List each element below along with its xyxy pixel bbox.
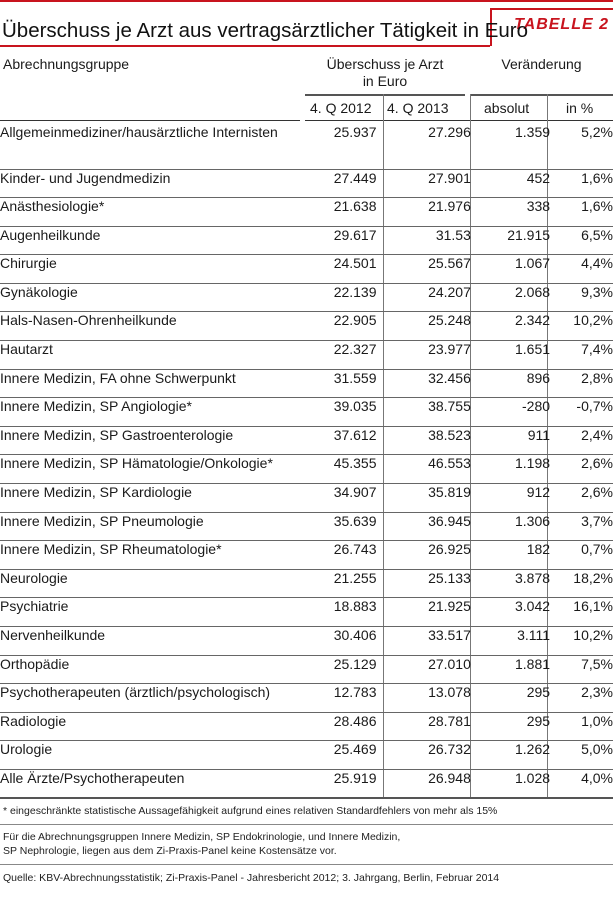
- cell-2012: 12.783: [304, 684, 376, 713]
- subheader-rule: [305, 120, 613, 121]
- cell-2013: 26.925: [377, 541, 471, 570]
- table-row: [0, 541, 613, 570]
- cell-percent: 2,3%: [550, 684, 613, 713]
- cell-2013: 38.523: [377, 426, 471, 455]
- cell-percent: 10,2%: [550, 627, 613, 656]
- footnote-note: [3, 830, 400, 858]
- row-name: Nervenheilkunde: [0, 627, 304, 656]
- cell-absolute: 1.028: [471, 769, 550, 798]
- table-row: [0, 341, 613, 370]
- footnote-divider-2: [0, 864, 613, 865]
- cell-2012: 27.449: [304, 169, 376, 198]
- row-name: Augenheilkunde: [0, 226, 304, 255]
- row-name: Neurologie: [0, 569, 304, 598]
- cell-percent: 2,6%: [550, 455, 613, 484]
- cell-2013: 35.819: [377, 484, 471, 513]
- cell-percent: 1,0%: [550, 712, 613, 741]
- cell-absolute: 2.342: [471, 312, 550, 341]
- cell-2013: 25.248: [377, 312, 471, 341]
- cell-absolute: 896: [471, 369, 550, 398]
- cell-absolute: 338: [471, 198, 550, 227]
- cell-2013: 28.781: [377, 712, 471, 741]
- table-row: [0, 169, 613, 198]
- row-name: Innere Medizin, SP Hämatologie/Onkologie*: [0, 455, 304, 484]
- header-divider-group: [0, 120, 300, 121]
- cell-2013: 23.977: [377, 341, 471, 370]
- cell-absolute: 912: [471, 484, 550, 513]
- row-name: Innere Medizin, SP Rheumatologie*: [0, 541, 304, 570]
- table-row: [0, 684, 613, 713]
- cell-2013: 46.553: [377, 455, 471, 484]
- table-row: [0, 255, 613, 284]
- row-name: Psychotherapeuten (ärztlich/psychologisch): [0, 684, 304, 713]
- cell-percent: -0,7%: [550, 398, 613, 427]
- cell-2012: 26.743: [304, 541, 376, 570]
- header-col-2013: 4. Q 2013: [387, 100, 449, 116]
- row-name: Innere Medizin, SP Pneumologie: [0, 512, 304, 541]
- cell-percent: 7,5%: [550, 655, 613, 684]
- cell-absolute: 182: [471, 541, 550, 570]
- header-col-2012: 4. Q 2012: [310, 100, 372, 116]
- row-name: Gynäkologie: [0, 283, 304, 312]
- cell-absolute: 1.262: [471, 741, 550, 770]
- cell-2012: 22.905: [304, 312, 376, 341]
- row-name: Hautarzt: [0, 341, 304, 370]
- row-name: Innere Medizin, SP Kardiologie: [0, 484, 304, 513]
- cell-2013: 36.945: [377, 512, 471, 541]
- cell-2013: 27.901: [377, 169, 471, 198]
- table-row: [0, 512, 613, 541]
- row-name: Psychiatrie: [0, 598, 304, 627]
- cell-2013: 21.976: [377, 198, 471, 227]
- header-surplus-line1: Überschuss je Arzt: [326, 56, 444, 72]
- cell-2012: 22.327: [304, 341, 376, 370]
- cell-2012: 21.638: [304, 198, 376, 227]
- cell-2013: 21.925: [377, 598, 471, 627]
- cell-absolute: 1.651: [471, 341, 550, 370]
- table-row: [0, 627, 613, 656]
- cell-2012: 28.486: [304, 712, 376, 741]
- cell-percent: 2,6%: [550, 484, 613, 513]
- title-red-rule: [0, 45, 490, 47]
- row-name: Innere Medizin, SP Gastroenterologie: [0, 426, 304, 455]
- header-col-pct: in %: [566, 100, 594, 116]
- row-name: Chirurgie: [0, 255, 304, 284]
- cell-absolute: 295: [471, 712, 550, 741]
- cell-percent: 7,4%: [550, 341, 613, 370]
- cell-2012: 21.255: [304, 569, 376, 598]
- header-change: Veränderung: [501, 56, 582, 72]
- table-row: [0, 124, 613, 169]
- cell-2013: 13.078: [377, 684, 471, 713]
- cell-percent: 18,2%: [550, 569, 613, 598]
- cell-2013: 32.456: [377, 369, 471, 398]
- table-row: [0, 769, 613, 798]
- cell-2012: 24.501: [304, 255, 376, 284]
- row-name: Orthopädie: [0, 655, 304, 684]
- cell-percent: 10,2%: [550, 312, 613, 341]
- footnote-note-line1: Für die Abrechnungsgruppen Innere Medizin, SP Endokrinologie, und Innere Medizin,: [3, 831, 401, 843]
- cell-percent: 4,0%: [550, 769, 613, 798]
- cell-absolute: 452: [471, 169, 550, 198]
- table-row: [0, 369, 613, 398]
- cell-percent: 5,0%: [550, 741, 613, 770]
- table-title: Überschuss je Arzt aus vertragsärztlicher Tätigkeit in Euro: [2, 19, 529, 42]
- cell-absolute: 21.915: [471, 226, 550, 255]
- footnote-asterisk: * eingeschränkte statistische Aussagefähigkeit aufgrund eines relativen Standardfehlers von mehr als 15%: [3, 805, 498, 817]
- table-row: [0, 398, 613, 427]
- row-name: Innere Medizin, SP Angiologie*: [0, 398, 304, 427]
- row-name: Radiologie: [0, 712, 304, 741]
- row-name: Hals-Nasen-Ohrenheilkunde: [0, 312, 304, 341]
- cell-2012: 39.035: [304, 398, 376, 427]
- cell-2012: 25.129: [304, 655, 376, 684]
- top-red-rule: [0, 0, 613, 2]
- cell-2012: 22.139: [304, 283, 376, 312]
- table-row: [0, 484, 613, 513]
- table-row: [0, 712, 613, 741]
- cell-absolute: 1.198: [471, 455, 550, 484]
- cell-percent: 0,7%: [550, 541, 613, 570]
- cell-2013: 26.732: [377, 741, 471, 770]
- footnote-divider-1: [0, 824, 613, 825]
- header-group: Abrechnungsgruppe: [3, 56, 130, 72]
- row-name: Anästhesiologie*: [0, 198, 304, 227]
- table-badge: TABELLE 2: [514, 16, 609, 33]
- cell-percent: 3,7%: [550, 512, 613, 541]
- cell-2012: 35.639: [304, 512, 376, 541]
- table-row: [0, 312, 613, 341]
- row-name: Innere Medizin, FA ohne Schwerpunkt: [0, 369, 304, 398]
- cell-2013: 31.53: [377, 226, 471, 255]
- cell-2012: 25.919: [304, 769, 376, 798]
- cell-percent: 9,3%: [550, 283, 613, 312]
- cell-absolute: 911: [471, 426, 550, 455]
- table-row: [0, 569, 613, 598]
- cell-2012: 45.355: [304, 455, 376, 484]
- cell-percent: 2,4%: [550, 426, 613, 455]
- cell-2012: 37.612: [304, 426, 376, 455]
- source-note: Quelle: KBV-Abrechnungsstatistik; Zi-Praxis-Panel - Jahresbericht 2012; 3. Jahrgang, Berlin, Februar 2014: [3, 872, 500, 884]
- cell-2012: 29.617: [304, 226, 376, 255]
- cell-2013: 24.207: [377, 283, 471, 312]
- cell-absolute: 1.067: [471, 255, 550, 284]
- cell-2013: 38.755: [377, 398, 471, 427]
- data-table: [0, 124, 613, 799]
- table-row: [0, 741, 613, 770]
- row-name: Kinder- und Jugendmedizin: [0, 169, 304, 198]
- cell-2013: 27.010: [377, 655, 471, 684]
- table-row: [0, 455, 613, 484]
- header-surplus: [305, 56, 465, 90]
- cell-2013: 25.567: [377, 255, 471, 284]
- cell-absolute: 3.878: [471, 569, 550, 598]
- cell-absolute: 2.068: [471, 283, 550, 312]
- table-row: [0, 426, 613, 455]
- cell-2013: 25.133: [377, 569, 471, 598]
- cell-2012: 34.907: [304, 484, 376, 513]
- table-row: [0, 598, 613, 627]
- cell-2013: 27.296: [377, 124, 471, 169]
- cell-absolute: -280: [471, 398, 550, 427]
- header-surplus-line2: in Euro: [362, 73, 408, 89]
- cell-percent: 1,6%: [550, 169, 613, 198]
- cell-2013: 26.948: [377, 769, 471, 798]
- cell-percent: 5,2%: [550, 124, 613, 169]
- footnote-note-line2: SP Nephrologie, liegen aus dem Zi-Praxis-Panel keine Kostensätze vor.: [3, 845, 337, 857]
- row-name: Alle Ärzte/Psychotherapeuten: [0, 769, 304, 798]
- header-col-abs: absolut: [484, 100, 530, 116]
- header-divider-surplus: [305, 94, 465, 96]
- header-divider-change: [470, 94, 613, 96]
- cell-percent: 2,8%: [550, 369, 613, 398]
- cell-percent: 1,6%: [550, 198, 613, 227]
- cell-2012: 25.469: [304, 741, 376, 770]
- cell-absolute: 295: [471, 684, 550, 713]
- table-row: [0, 198, 613, 227]
- row-name: Allgemeinmediziner/hausärztliche Internisten: [0, 124, 304, 169]
- cell-2012: 30.406: [304, 627, 376, 656]
- cell-2012: 25.937: [304, 124, 376, 169]
- cell-percent: 16,1%: [550, 598, 613, 627]
- table-row: [0, 283, 613, 312]
- cell-absolute: 1.881: [471, 655, 550, 684]
- row-name: Urologie: [0, 741, 304, 770]
- table-row: [0, 655, 613, 684]
- cell-2012: 18.883: [304, 598, 376, 627]
- cell-2013: 33.517: [377, 627, 471, 656]
- cell-percent: 4,4%: [550, 255, 613, 284]
- cell-percent: 6,5%: [550, 226, 613, 255]
- cell-absolute: 1.359: [471, 124, 550, 169]
- cell-2012: 31.559: [304, 369, 376, 398]
- cell-absolute: 1.306: [471, 512, 550, 541]
- cell-absolute: 3.042: [471, 598, 550, 627]
- table-row: [0, 226, 613, 255]
- cell-absolute: 3.111: [471, 627, 550, 656]
